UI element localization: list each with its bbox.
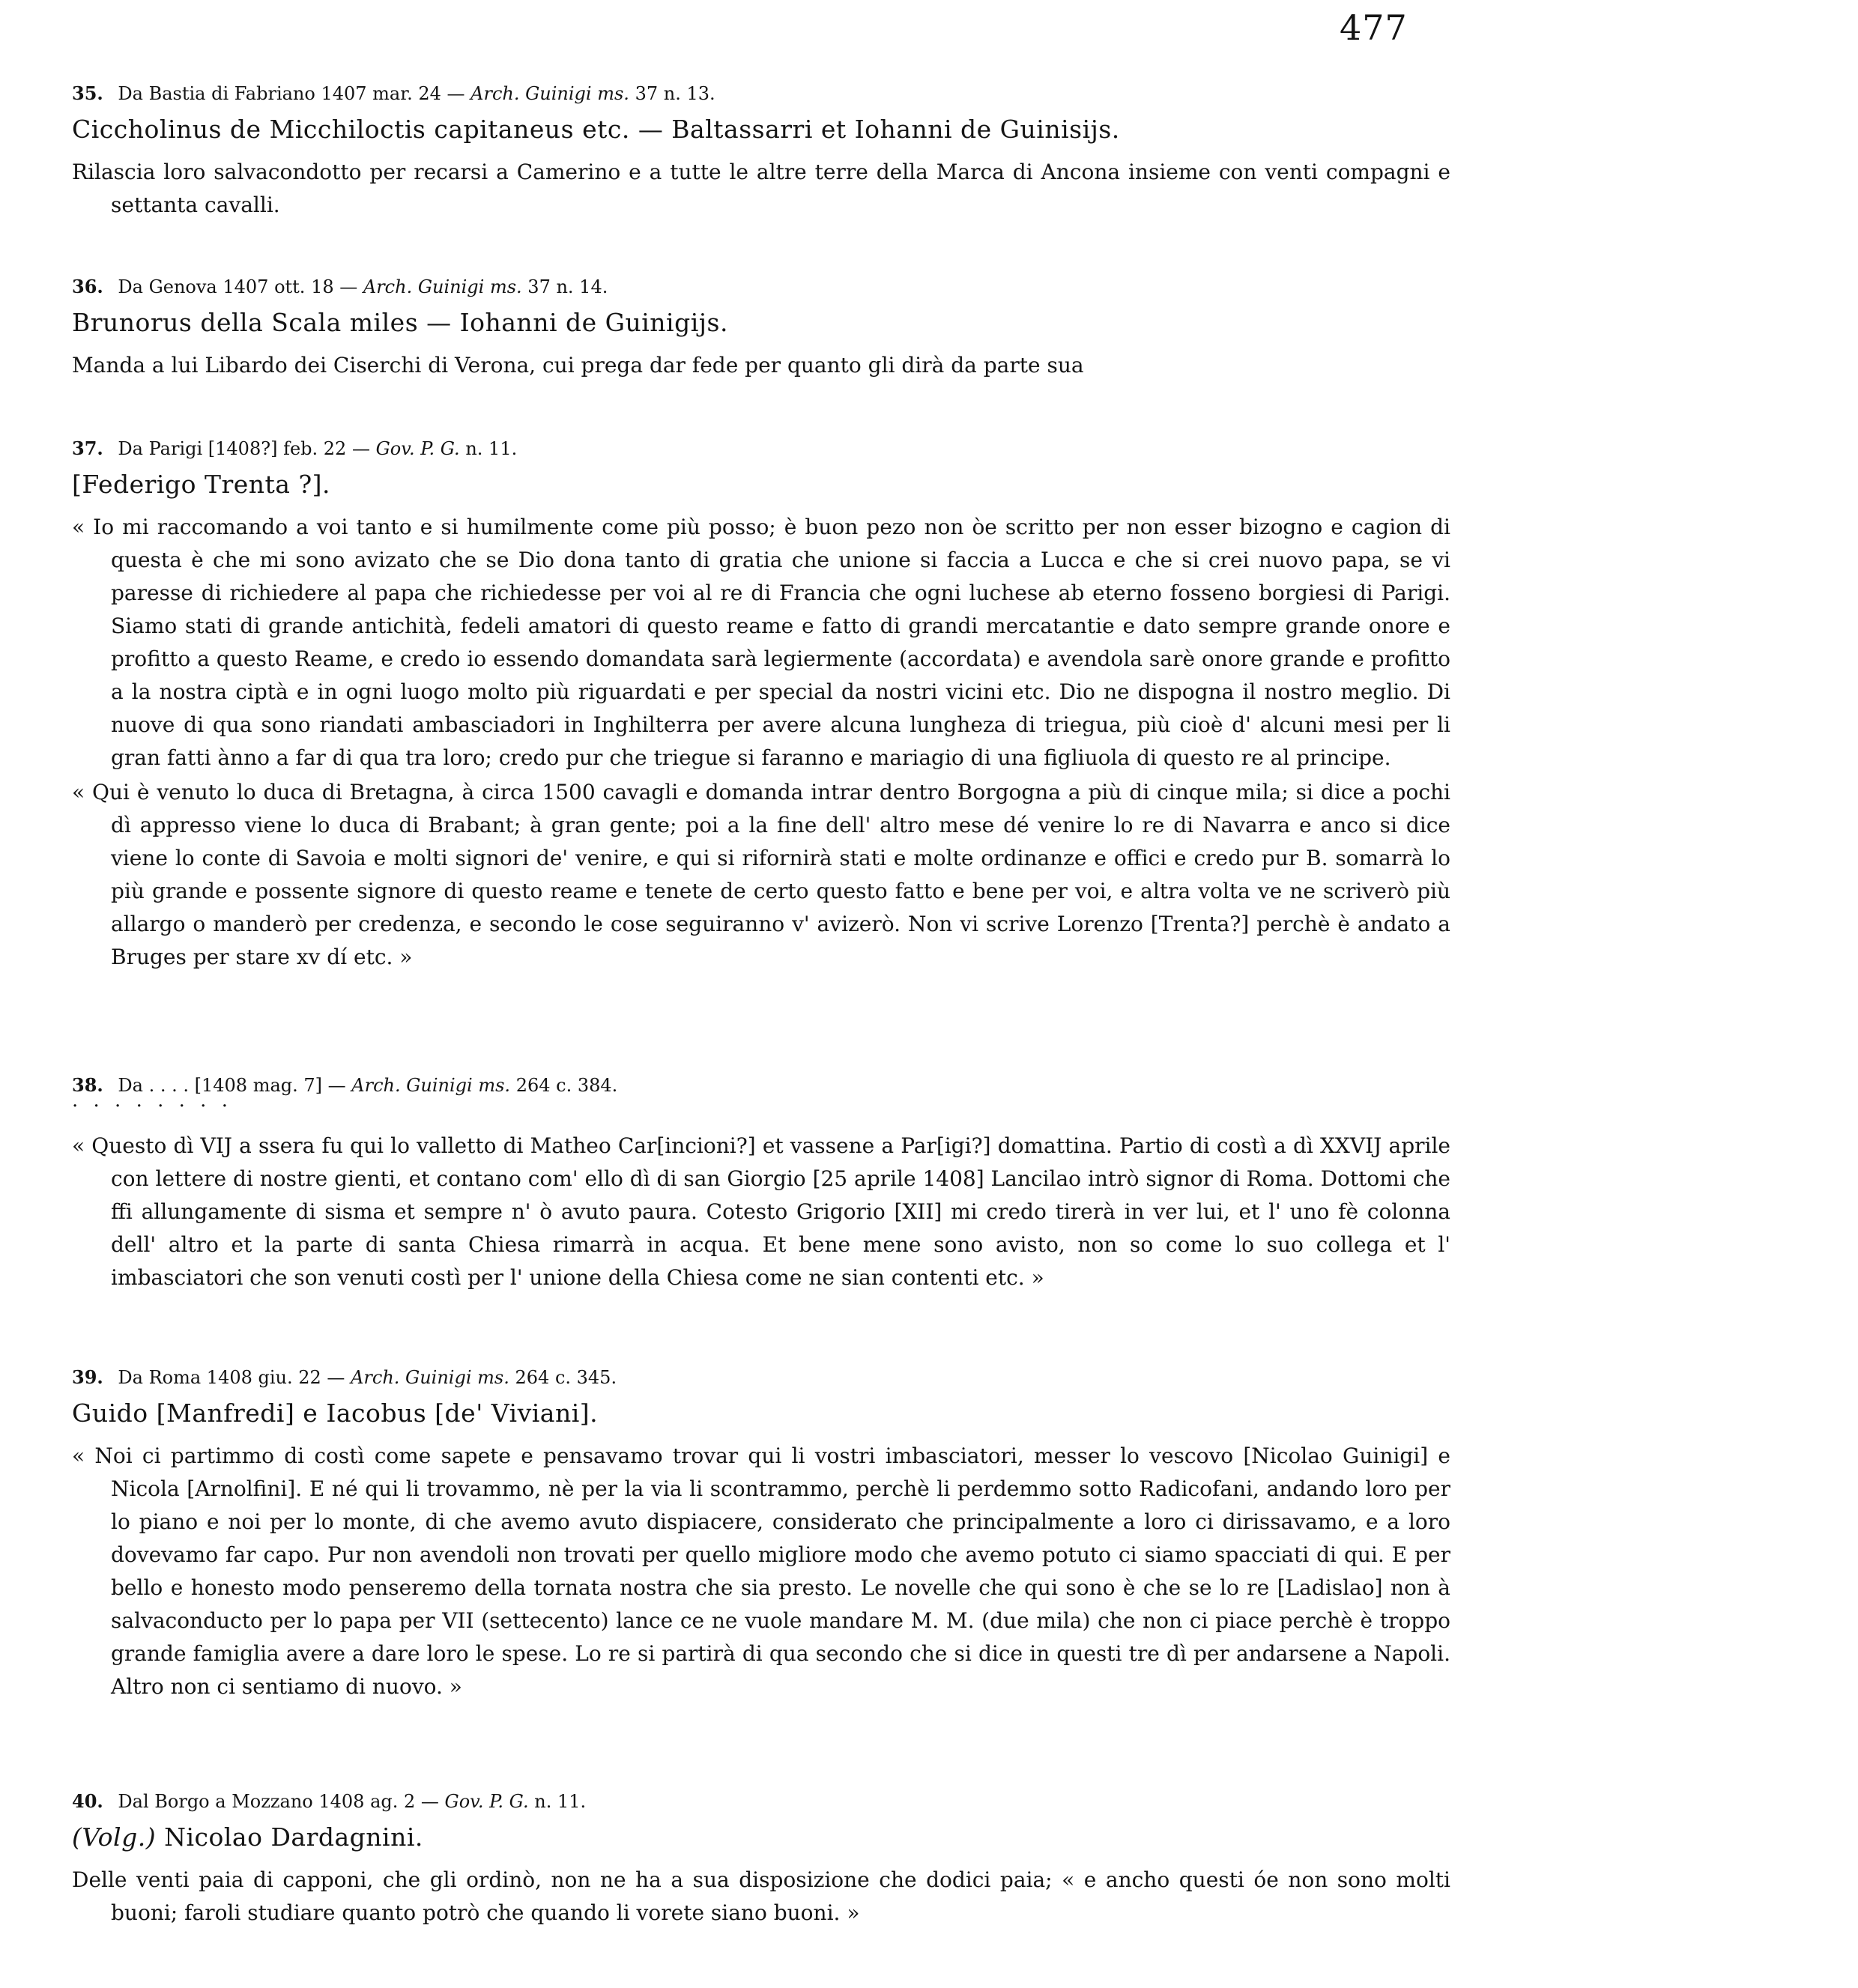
entry-source: Arch. Guinigi ms. bbox=[351, 1367, 509, 1388]
entry-paragraph: Rilascia loro salvacondotto per recarsi a Camerino e a tutte le altre terre della Marca di Ancona insieme con venti compagni e settanta cavalli. bbox=[72, 160, 1450, 217]
entry-source: Arch. Guinigi ms. bbox=[470, 83, 629, 104]
entry-paragraph: « Io mi raccomando a voi tanto e si humilmente come più posso; è buon pezo non òe scritto per non esser bizogno e cagion di questa è che mi sono avizato che se Dio dona tanto di gratia che unione si faccia a Lucca e che si crei nuovo papa, se vi paresse di richiedere al papa che richiedesse per voi al re di Francia che ogni luchese ab eterno fosseno borgiesi di Parigi. Siamo stati di grande antichità, fedeli amatori di questo reame e fatto di grandi mercatantie e dato sempre grande onore e profitto a questo Reame, e credo io essendo domandata sarà legiermente (accordata) e avendola sarè onore grande e profitto a la nostra ciptà e in ogni luogo molto più riguardati e per special da nostri vicini etc. Dio ne dispogna il nostro meglio. Di nuove di qua sono riandati ambasciadori in Inghilterra per avere alcuna lungheza di triegua, più cioè d' alcuni mesi per li gran fatti ànno a far di qua tra loro; credo pur che triegue si faranno e mariagio di una figliuola di questo re al principe. bbox=[72, 515, 1450, 770]
entry-ref: n. 11. bbox=[465, 438, 518, 459]
entry-title: [Federigo Trenta ?]. bbox=[72, 470, 331, 499]
entry-number: 37. bbox=[72, 437, 103, 459]
entry-paragraph: Manda a lui Libardo dei Ciserchi di Verona, cui prega dar fede per quanto gli dirà da parte sua bbox=[72, 353, 1084, 378]
entry-source: Arch. Guinigi ms. bbox=[351, 1075, 511, 1096]
entry-date-place: Da Genova 1407 ott. 18 — bbox=[118, 276, 358, 297]
entry-ref: 37 n. 14. bbox=[527, 276, 608, 297]
entry-header bbox=[72, 81, 1450, 106]
entry-date-place: Da Parigi [1408?] feb. 22 — bbox=[118, 438, 370, 459]
entry-number: 40. bbox=[72, 1790, 103, 1812]
entry-35 bbox=[72, 81, 1450, 222]
entry-number: 36. bbox=[72, 276, 103, 297]
entry-date-place: Da Roma 1408 giu. 22 — bbox=[118, 1367, 345, 1388]
entry-37 bbox=[72, 436, 1450, 974]
entry-38 bbox=[72, 1073, 1450, 1294]
entry-header bbox=[72, 1365, 1450, 1390]
entry-title: Nicolao Dardagnini. bbox=[164, 1822, 423, 1852]
entry-number: 35. bbox=[72, 82, 103, 104]
entry-ref: n. 11. bbox=[534, 1791, 587, 1812]
entry-header bbox=[72, 274, 1450, 300]
entry-number: 39. bbox=[72, 1366, 103, 1388]
entry-date-place: Da . . . . [1408 mag. 7] — bbox=[118, 1075, 346, 1096]
entry-ref: 264 c. 384. bbox=[515, 1075, 618, 1096]
entry-title: Guido [Manfredi] e Iacobus [de' Viviani]. bbox=[72, 1398, 599, 1428]
entry-paragraph: Delle venti paia di capponi, che gli ordinò, non ne ha a sua disposizione che dodici paia; « e ancho questi óe non sono molti buoni; faroli studiare quanto potrò che quando li vorete siano buoni. » bbox=[72, 1867, 1450, 1925]
entry-header bbox=[72, 436, 1450, 461]
page-number: 477 bbox=[1340, 7, 1408, 48]
entry-36 bbox=[72, 274, 1450, 382]
entry-header bbox=[72, 1073, 1450, 1098]
entry-ref: 37 n. 13. bbox=[635, 83, 715, 104]
entry-paragraph: « Noi ci partimmo di costì come sapete e pensavamo trovar qui li vostri imbasciatori, messer lo vescovo [Nicolao Guinigi] e Nicola [Arnolfini]. E né qui li trovammo, nè per la via li scontrammo, perchè li perdemmo sotto Radicofani, andando loro per lo piano e noi per lo monte, di che avemo avuto dispiacere, considerato che principalmente a loro ci dirissavamo, e a loro dovevamo far capo. Pur non avendoli non trovati per quello migliore modo che avemo potuto ci siamo spacciati di qui. E per bello e honesto modo penseremo della tornata nostra che sia presto. Le novelle che qui sono è che se lo re [Ladislao] non à salvaconducto per lo papa per VII (settecento) lance ce ne vuole mandare M. M. (due mila) che non ci piace perchè è troppo grande famiglia avere a dare loro le spese. Lo re si partirà di qua secondo che si dice in questi tre dì per andarsene a Napoli. Altro non ci sentiamo di nuovo. » bbox=[72, 1443, 1450, 1699]
entry-date-place: Da Bastia di Fabriano 1407 mar. 24 — bbox=[118, 83, 465, 104]
entry-40 bbox=[72, 1789, 1450, 1930]
entry-paragraph: « Questo dì VIJ a ssera fu qui lo valletto di Matheo Car[incioni?] et vassene a Par[igi?] domattina. Partio di costì a dì XXVIJ aprile con lettere di nostre gienti, et contano com' ello dì di san Giorgio [25 aprile 1408] Lancilao intrò signor di Roma. Dottomi che ffi allungamente di sisma et sempre n' ò avuto paura. Cotesto Grigorio [XII] mi credo tirerà in ver lui, et l' uno fè colonna dell' altro et la parte di santa Chiesa rimarrà in acqua. Et bene mene sono avisto, non so come lo suo collega et l' imbasciatori che son venuti costì per l' unione della Chiesa come ne sian contenti etc. » bbox=[72, 1133, 1450, 1290]
entry-title: Ciccholinus de Micchiloctis capitaneus etc. — Baltassarri et Iohanni de Guinisijs. bbox=[72, 115, 1120, 144]
entry-title-volg: (Volg.) bbox=[72, 1822, 157, 1852]
entry-source: Gov. P. G. bbox=[444, 1791, 529, 1812]
entry-ref: 264 c. 345. bbox=[515, 1367, 617, 1388]
entry-header bbox=[72, 1789, 1450, 1814]
entry-39 bbox=[72, 1365, 1450, 1703]
ellipsis-dots: · · · · · · · · bbox=[72, 1095, 232, 1118]
entry-source: Arch. Guinigi ms. bbox=[363, 276, 522, 297]
entry-number: 38. bbox=[72, 1074, 103, 1096]
entry-paragraph: « Qui è venuto lo duca di Bretagna, à circa 1500 cavagli e domanda intrar dentro Borgogna a più di cinque mila; si dice a pochi dì appresso viene lo duca di Brabant; à gran gente; poi a la fine dell' altro mese dé venire lo re di Navarra e anco si dice viene lo conte di Savoia e molti signori de' venire, e qui si rifornirà stati e molte ordinanze e offici e credo pur B. somarrà lo più grande e possente signore di questo reame e tenete de certo questo fatto e bene per voi, e altra volta ve ne scriverò più allargo o manderò per credenza, e secondo le cose seguiranno v' avizerò. Non vi scrive Lorenzo [Trenta?] perchè è andato a Bruges per stare xv dí etc. » bbox=[72, 780, 1450, 969]
entry-title-line bbox=[72, 1822, 1450, 1853]
entry-date-place: Dal Borgo a Mozzano 1408 ag. 2 — bbox=[118, 1791, 439, 1812]
entry-source: Gov. P. G. bbox=[375, 438, 460, 459]
entry-title: Brunorus della Scala miles — Iohanni de Guinigijs. bbox=[72, 308, 728, 337]
